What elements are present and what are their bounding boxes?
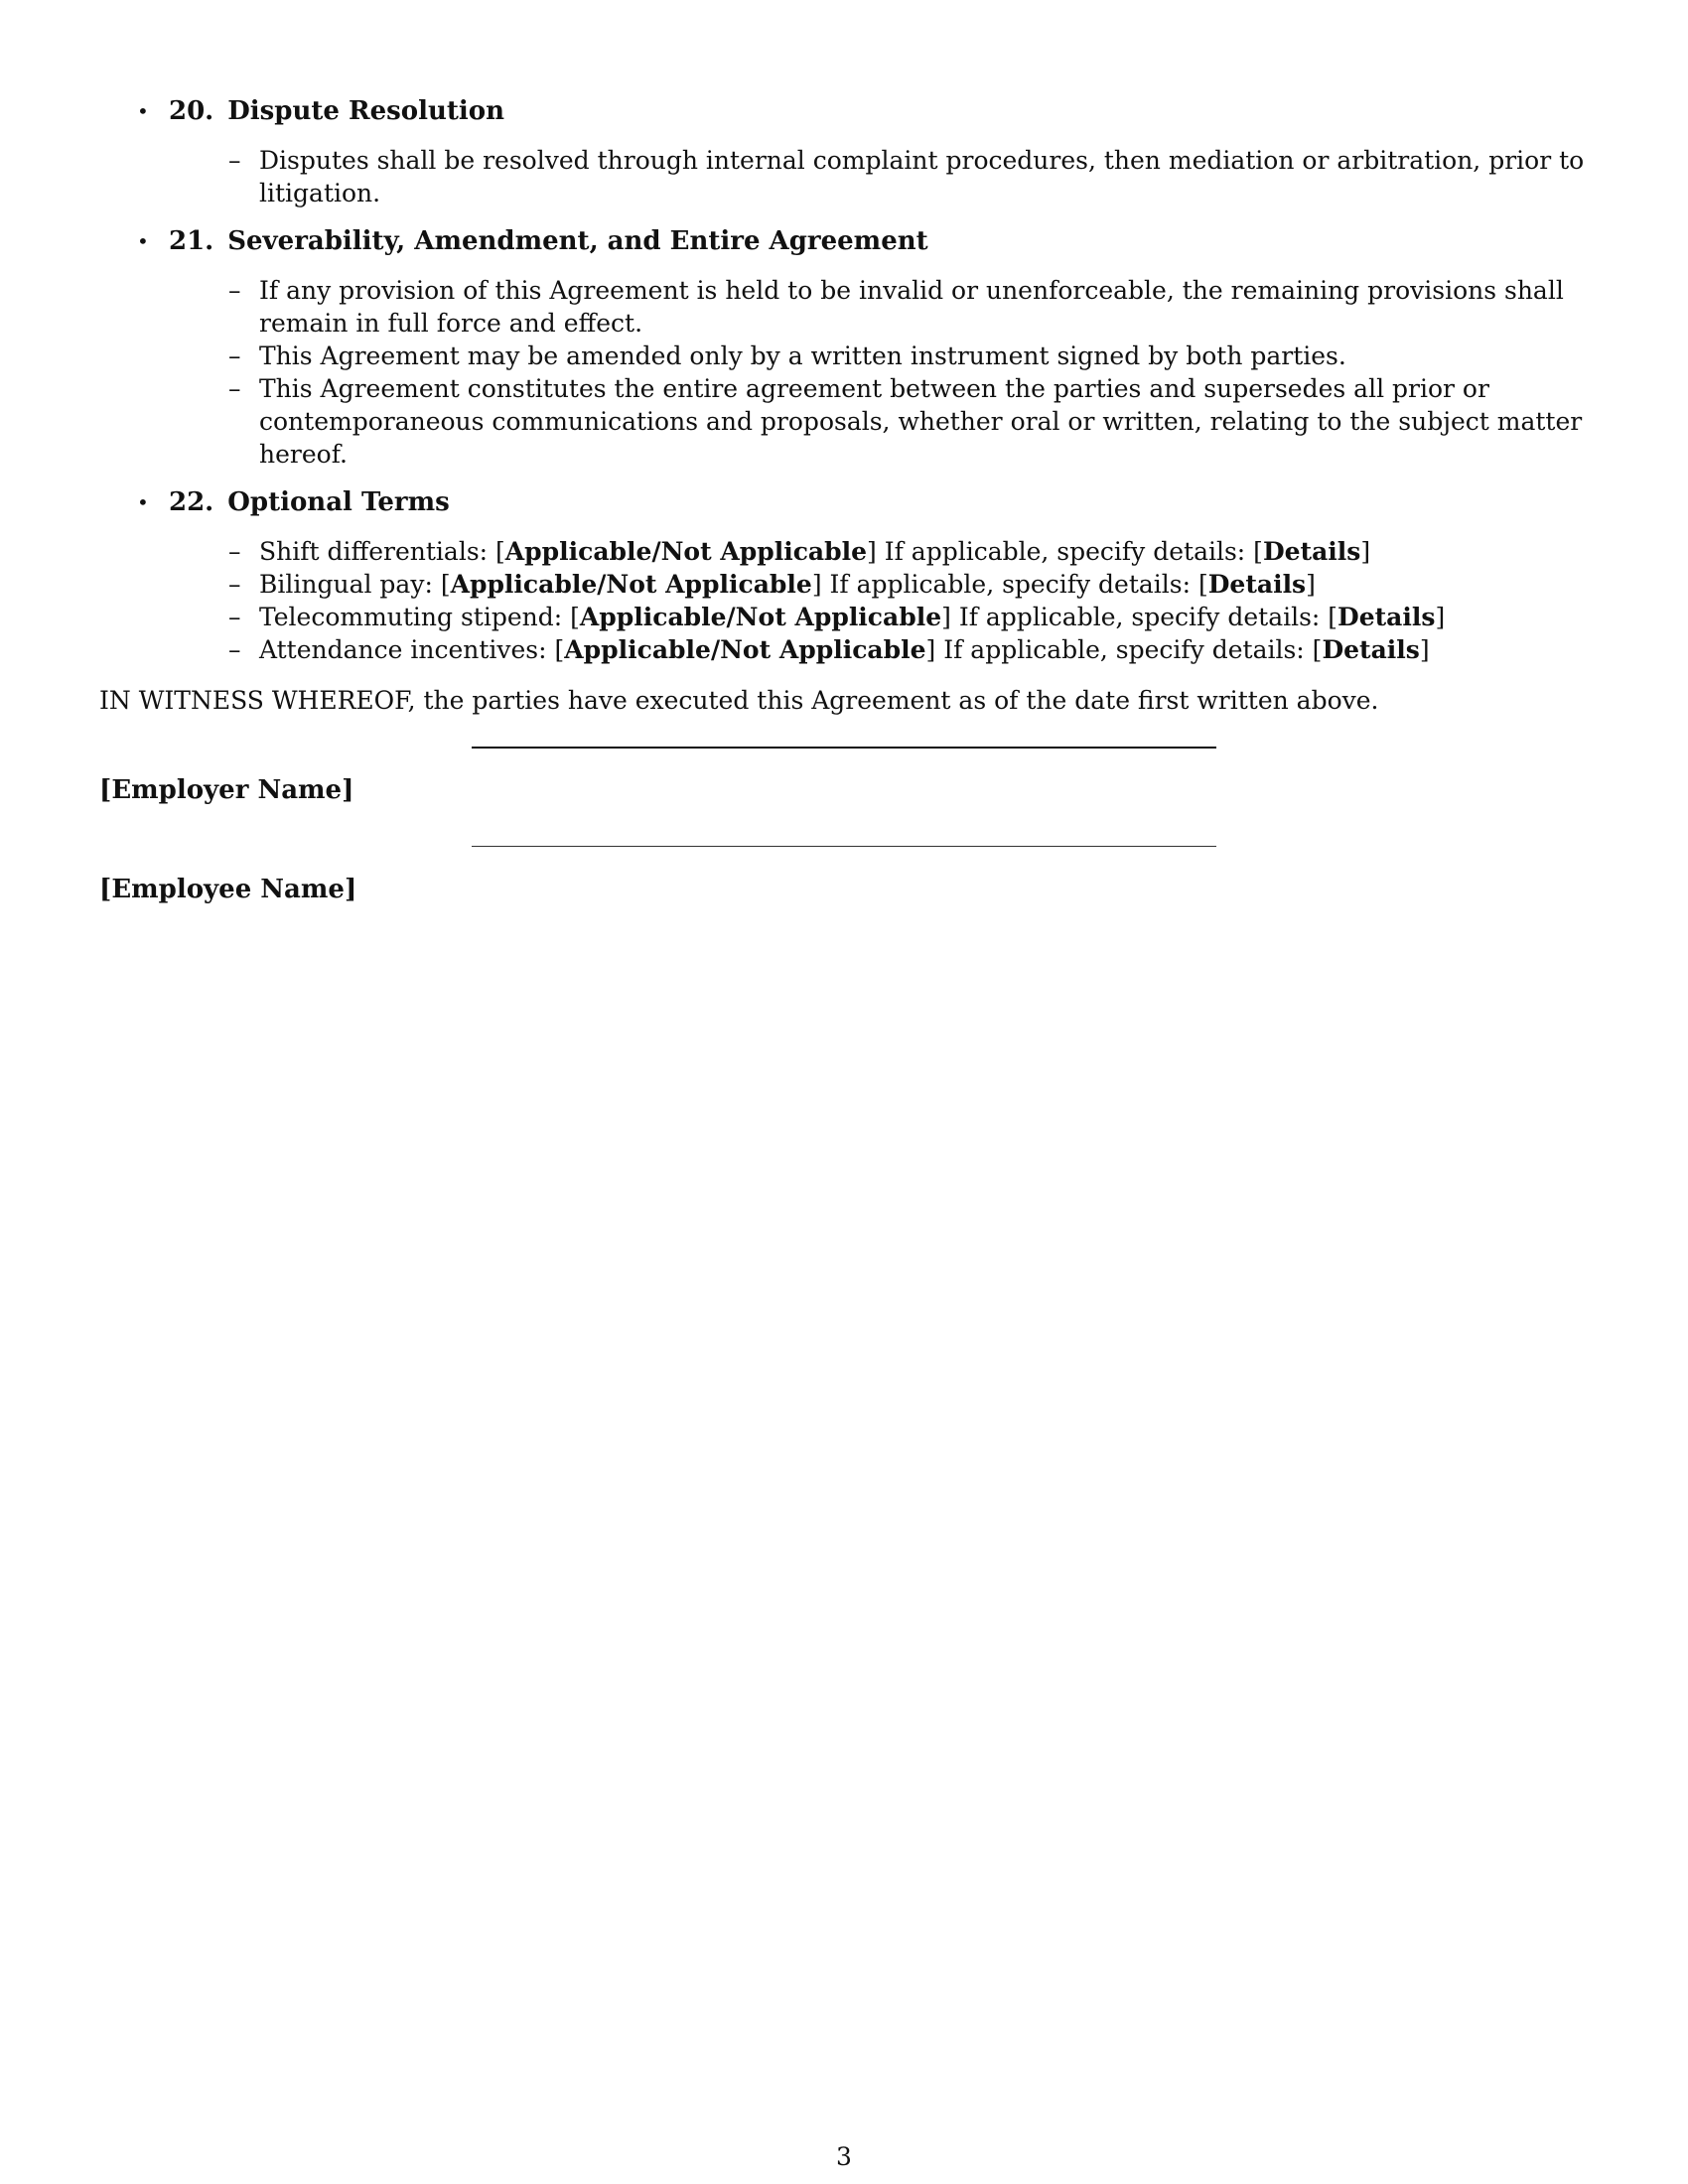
clause-text: This Agreement may be amended only by a written instrument signed by both parties. — [259, 341, 1346, 370]
dash-icon: – — [228, 341, 241, 370]
optional-term-item: – Bilingual pay: [Applicable/Not Applicable] If applicable, specify details: [Details] — [228, 570, 1316, 599]
clause-item — [228, 274, 1589, 340]
term-specify: If applicable, specify details: — [943, 635, 1305, 664]
bullet-icon: • — [137, 490, 149, 514]
employee-name-label: [Employee Name] — [99, 875, 357, 904]
term-choice: Applicable/Not Applicable — [579, 603, 942, 631]
section-title: Dispute Resolution — [227, 96, 505, 126]
dash-icon: – — [228, 146, 241, 175]
term-specify: If applicable, specify details: — [958, 603, 1321, 631]
term-choice: Applicable/Not Applicable — [504, 537, 868, 566]
term-details: Details — [1337, 603, 1436, 631]
term-label: Shift differentials: — [259, 537, 489, 566]
section-number: 22. — [169, 487, 214, 517]
employer-signature-line — [472, 747, 1216, 749]
term-label: Attendance incentives: — [259, 635, 547, 664]
section-22 — [99, 486, 1589, 666]
employee-signature-block — [99, 840, 1589, 939]
employee-signature-line — [472, 846, 1216, 847]
section-title: Optional Terms — [227, 487, 450, 517]
clause-item — [228, 340, 1589, 372]
clause-item — [228, 144, 1589, 209]
optional-term-item: – Attendance incentives: [Applicable/Not Applicable] If applicable, specify details: [Details] — [228, 635, 1430, 664]
term-label: Telecommuting stipend: — [259, 603, 563, 631]
term-specify: If applicable, specify details: — [829, 570, 1192, 599]
dash-icon: – — [228, 635, 241, 664]
section-title: Severability, Amendment, and Entire Agreement — [227, 226, 928, 256]
dash-icon: – — [228, 603, 241, 631]
section-21 — [99, 225, 1589, 471]
section-list — [99, 95, 1589, 666]
section-number: 20. — [169, 96, 214, 126]
page-number: 3 — [836, 2142, 852, 2171]
optional-term-item: – Telecommuting stipend: [Applicable/Not Applicable] If applicable, specify details: [Details] — [228, 603, 1446, 631]
clause-item — [228, 372, 1589, 471]
clause-text: If any provision of this Agreement is held to be invalid or unenforceable, the remaining provisions shall remain in full force and effect. — [259, 276, 1564, 338]
term-details: Details — [1322, 635, 1420, 664]
employee-name: Employee Name — [111, 875, 345, 904]
witness-statement: IN WITNESS WHEREOF, the parties have executed this Agreement as of the date first written above. — [99, 686, 1379, 715]
section-number: 21. — [169, 226, 214, 256]
optional-terms-list — [169, 535, 1589, 666]
dash-icon: – — [228, 570, 241, 599]
bullet-icon: • — [137, 229, 149, 253]
section-heading — [169, 95, 1589, 128]
clause-list — [169, 274, 1589, 471]
term-details: Details — [1207, 570, 1307, 599]
bullet-icon: • — [137, 99, 149, 123]
section-heading — [169, 225, 1589, 258]
clause-text: Disputes shall be resolved through internal complaint procedures, then mediation or arbitration, prior to litigation. — [259, 146, 1585, 207]
dash-icon: – — [228, 374, 241, 403]
dash-icon: – — [228, 537, 241, 566]
dash-icon: – — [228, 276, 241, 305]
clause-list — [169, 144, 1589, 209]
optional-term-item: – Shift differentials: [Applicable/Not Applicable] If applicable, specify details: [Details] — [228, 537, 1371, 566]
employer-name-label: [Employer Name] — [99, 775, 354, 805]
term-details: Details — [1262, 537, 1361, 566]
term-specify: If applicable, specify details: — [884, 537, 1246, 566]
clause-text: This Agreement constitutes the entire agreement between the parties and supersedes all prior or contemporaneous communications and proposals, whether oral or written, relating to the subject matter hereof. — [259, 374, 1583, 469]
term-choice: Applicable/Not Applicable — [564, 635, 926, 664]
section-20 — [99, 95, 1589, 209]
employer-signature-block — [99, 741, 1589, 840]
section-heading — [169, 486, 1589, 519]
employer-name: Employer Name — [111, 775, 343, 805]
term-choice: Applicable/Not Applicable — [450, 570, 812, 599]
term-label: Bilingual pay: — [259, 570, 433, 599]
